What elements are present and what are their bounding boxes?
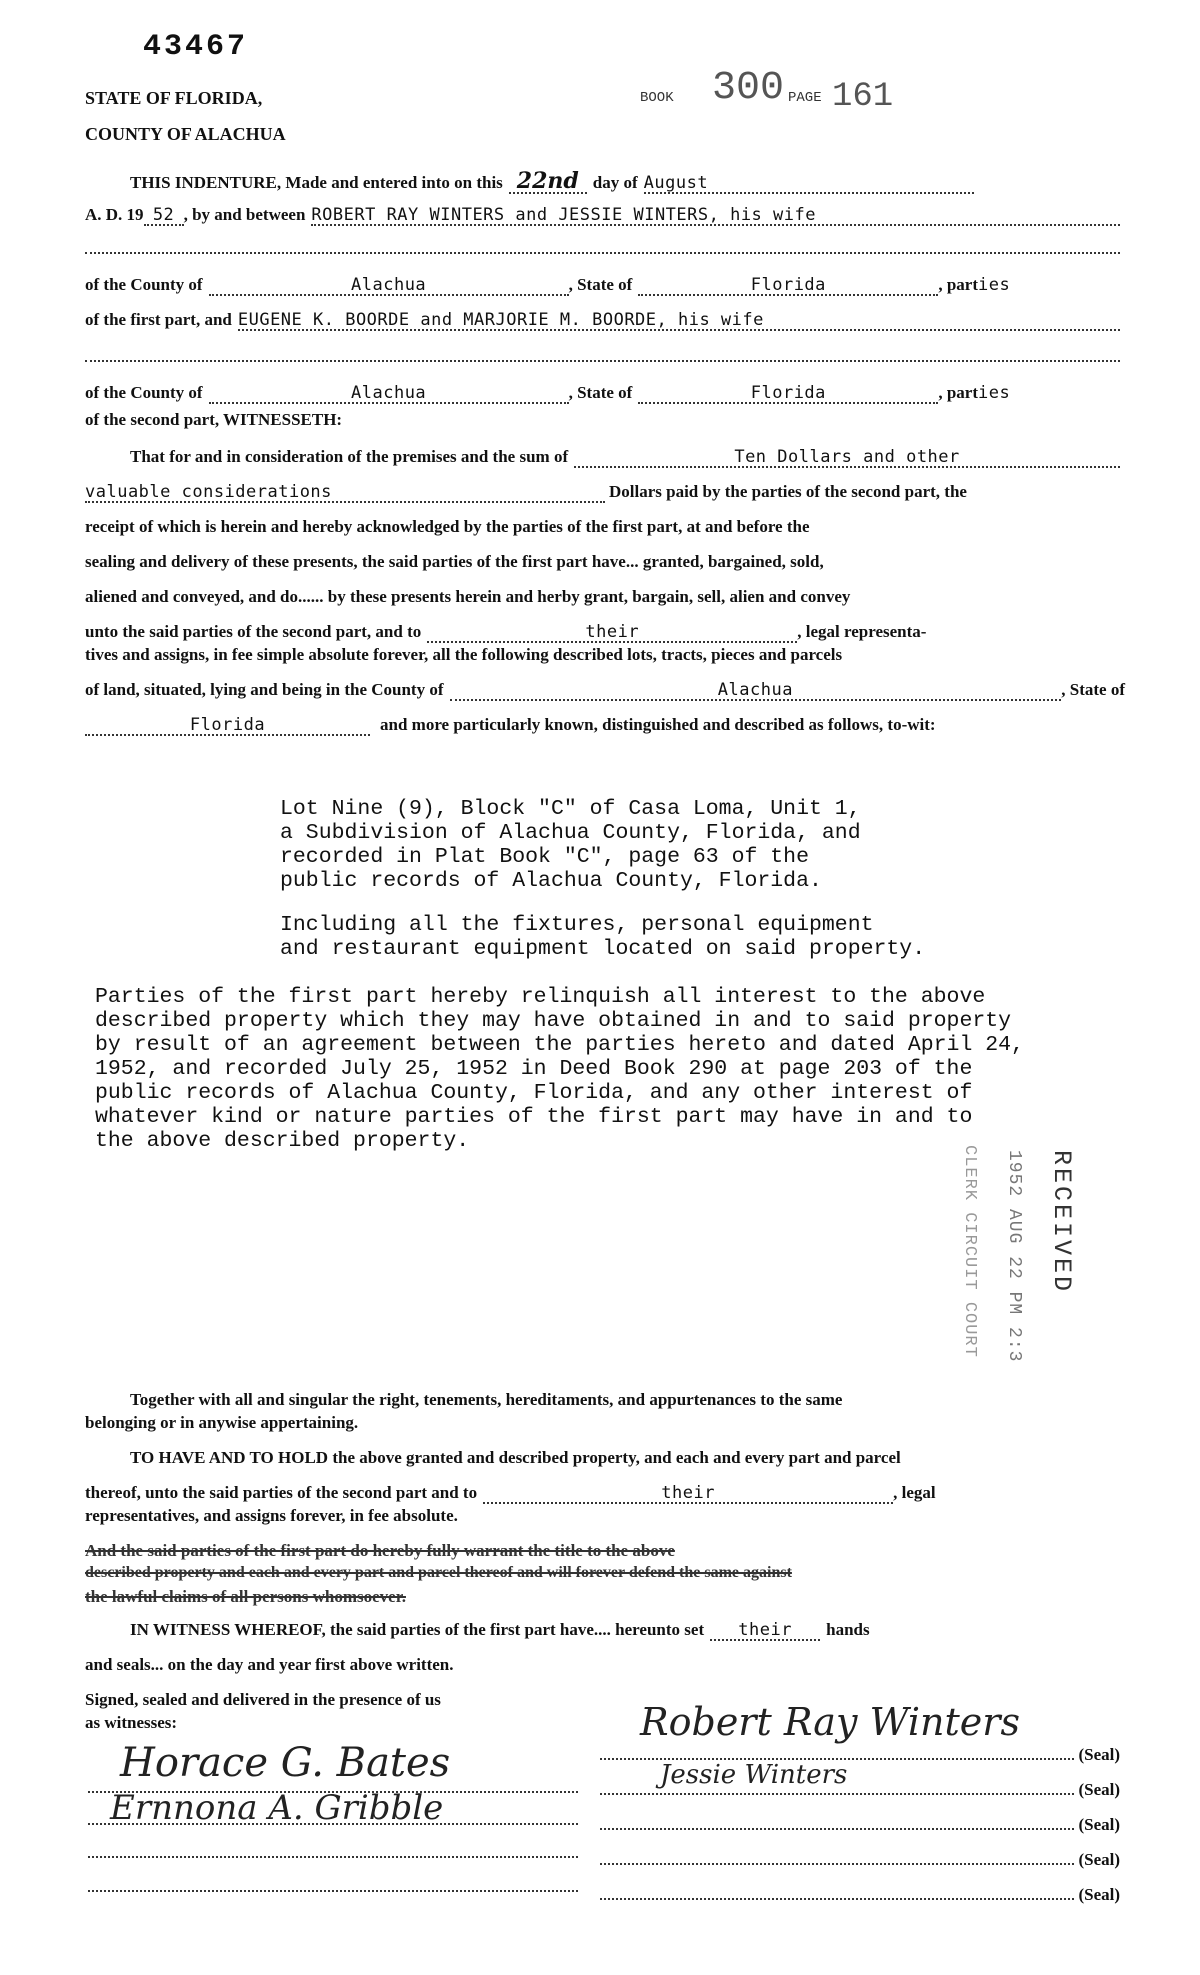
land-text: of land, situated, lying and being in the County of [85,680,444,699]
day-field: 22nd [509,170,587,194]
ad-prefix: A. D. 19 [85,205,144,224]
book-label: BOOK [640,90,674,106]
date-parties-line [85,205,1120,226]
seal-label: (Seal) [1078,1780,1120,1799]
signed-text-2: as witnesses: [85,1713,178,1732]
whereof-line [130,1620,1125,1641]
grantor-county-line [85,275,1125,296]
witness-line [88,1855,578,1858]
grantor-state-field: Florida [638,277,938,296]
warranty-text-3: the lawful claims of all persons whomsoever. [85,1587,406,1606]
together-text-2: belonging or in anywise appertaining. [85,1413,359,1432]
county-of-label: of the County of [85,383,203,402]
unto-text: unto the said parties of the second part, and to [85,622,422,641]
their-field: their [710,1622,820,1641]
witness-line [88,1790,578,1793]
seal-row [600,1745,1120,1765]
stamp-date [1000,1150,1030,1363]
grantor-county-field: Alachua [209,277,569,296]
stamp-office-text: CLERK CIRCUIT COURT [960,1145,979,1358]
dollars-paid-text: Dollars paid by the parties of the second part, the [609,482,967,501]
seal-label: (Seal) [1078,1745,1120,1764]
seal-label: (Seal) [1078,1885,1120,1904]
consideration-line [130,447,1120,468]
to-have-text-3: representatives, and assigns forever, in fee absolute. [85,1506,458,1525]
land-state-field: Florida [85,717,370,736]
tives-text: tives and assigns, in fee simple absolute forever, all the following described lots, tracts, pieces and parcels [85,645,843,664]
county-heading: COUNTY OF ALACHUA [85,124,286,144]
grantees-field: EUGENE K. BOORDE and MARJORIE M. BOORDE, his wife [238,312,1120,331]
unto-line [85,622,1125,643]
seal-row [600,1850,1120,1870]
witness-signature-1: Horace G. Bates [120,1740,451,1786]
whereof-text: IN WITNESS WHEREOF, the said parties of the first part have.... hereunto set [130,1620,705,1639]
state-of-label: , State of [568,383,633,402]
witnesseth-label: of the second part, WITNESSETH: [85,410,343,429]
legal-text: , legal [893,1483,936,1502]
indenture-line [130,170,1120,194]
aliened-text: aliened and conveyed, and do...... by these presents herein and herby grant, bargain, sell, alien and convey [85,587,851,606]
described-text: and more particularly known, distinguished and described as follows, to-wit: [380,715,936,734]
grantee-state-field: Florida [638,385,938,404]
land-state-line [85,715,1125,736]
consideration-field-2: valuable considerations [85,484,605,503]
book-number: 300 [712,66,785,111]
to-have-text-2: thereof, unto the said parties of the second part and to [85,1483,478,1502]
together-text-1: Together with all and singular the right, tenements, hereditaments, and appurtenances to the same [130,1390,843,1409]
received-label: RECEIVED [1047,1150,1076,1295]
seal-row [600,1780,1120,1800]
state-of-label: , State of [568,275,633,294]
witness-signature-2: Ernnona A. Gribble [110,1788,444,1828]
lot-description: Lot Nine (9), Block "C" of Casa Loma, Unit 1, a Subdivision of Alachua County, Florida, and recorded in Plat Book "C", page 63 of the public records of Alachua County, Florida. [280,797,861,893]
grantor-signature-2: Jessie Winters [660,1760,848,1790]
month-field: August [644,175,974,194]
received-stamp [1040,1150,1080,1330]
seal-row [600,1815,1120,1835]
dollars-line [85,482,1125,503]
page-number: 161 [832,78,894,116]
to-have-text-1: TO HAVE AND TO HOLD the above granted and described property, and each and every part and parcel [130,1448,901,1467]
day-of-label: day of [592,173,638,192]
part-suffix: ies [978,275,1011,295]
part-label: , part [938,275,978,294]
legal-rep-text: , legal representa- [797,622,927,641]
page-label: PAGE [788,90,822,106]
including-text: Including all the fixtures, personal equipment and restaurant equipment located on said property. [280,913,926,961]
consideration-field-1: Ten Dollars and other [574,449,1120,468]
their-field: their [483,1485,893,1504]
grantee-county-line [85,383,1125,404]
between-label: , by and between [183,205,306,224]
part-suffix: ies [978,383,1011,403]
grantees-line [85,310,1120,331]
witness-line [88,1822,578,1825]
sealing-text: sealing and delivery of these presents, the said parties of the first part have... granted, bargained, sold, [85,552,824,571]
grantee-county-field: Alachua [209,385,569,404]
and-seals-text: and seals... on the day and year first above written. [85,1655,454,1674]
stamp-office [955,1145,985,1365]
state-of-label: , State of [1061,680,1125,699]
blank-line [85,252,1120,254]
land-county-field: Alachua [450,682,1062,701]
to-have-line [85,1483,1125,1504]
seal-label: (Seal) [1078,1850,1120,1869]
hands-text: hands [826,1620,870,1639]
seal-row [600,1885,1120,1905]
state-heading: STATE OF FLORIDA, [85,88,263,108]
indenture-intro: THIS INDENTURE, Made and entered into on this [130,173,503,192]
relinquish-text: Parties of the first part hereby relinquish all interest to the above described property which they may have obtained in and to said property by result of an agreement between the parties hereto and dated April 24, 1952, and recorded July 25, 1952 in Deed Book 290 at page 203 of the public records of Alachua County, Florida, and any other interest of whatever kind or nature parties of the first part may have in and to the above described property. [95,985,1024,1153]
consideration-intro: That for and in consideration of the premises and the sum of [130,447,569,466]
warranty-text-1: And the said parties of the first part do hereby fully warrant the title to the above [85,1541,675,1560]
blank-line [85,360,1120,362]
their-field: their [427,624,797,643]
document-number: 43467 [143,30,249,64]
stamp-date-text: 1952 AUG 22 PM 2:3 [1004,1150,1024,1363]
signed-text-1: Signed, sealed and delivered in the presence of us [85,1690,441,1709]
part-label: , part [938,383,978,402]
county-of-label: of the County of [85,275,203,294]
warranty-text-2: described property and each and every part and parcel thereof and will forever defend the same against [85,1564,792,1581]
year-field: 52 [144,207,184,226]
land-county-line [85,680,1125,701]
seal-label: (Seal) [1078,1815,1120,1834]
witness-line [88,1889,578,1892]
grantor-signature-1: Robert Ray Winters [640,1700,1020,1744]
receipt-text: receipt of which is herein and hereby acknowledged by the parties of the first part, at and before the [85,517,810,536]
grantors-field: ROBERT RAY WINTERS and JESSIE WINTERS, his wife [311,207,1120,226]
first-part-and-label: of the first part, and [85,310,232,329]
